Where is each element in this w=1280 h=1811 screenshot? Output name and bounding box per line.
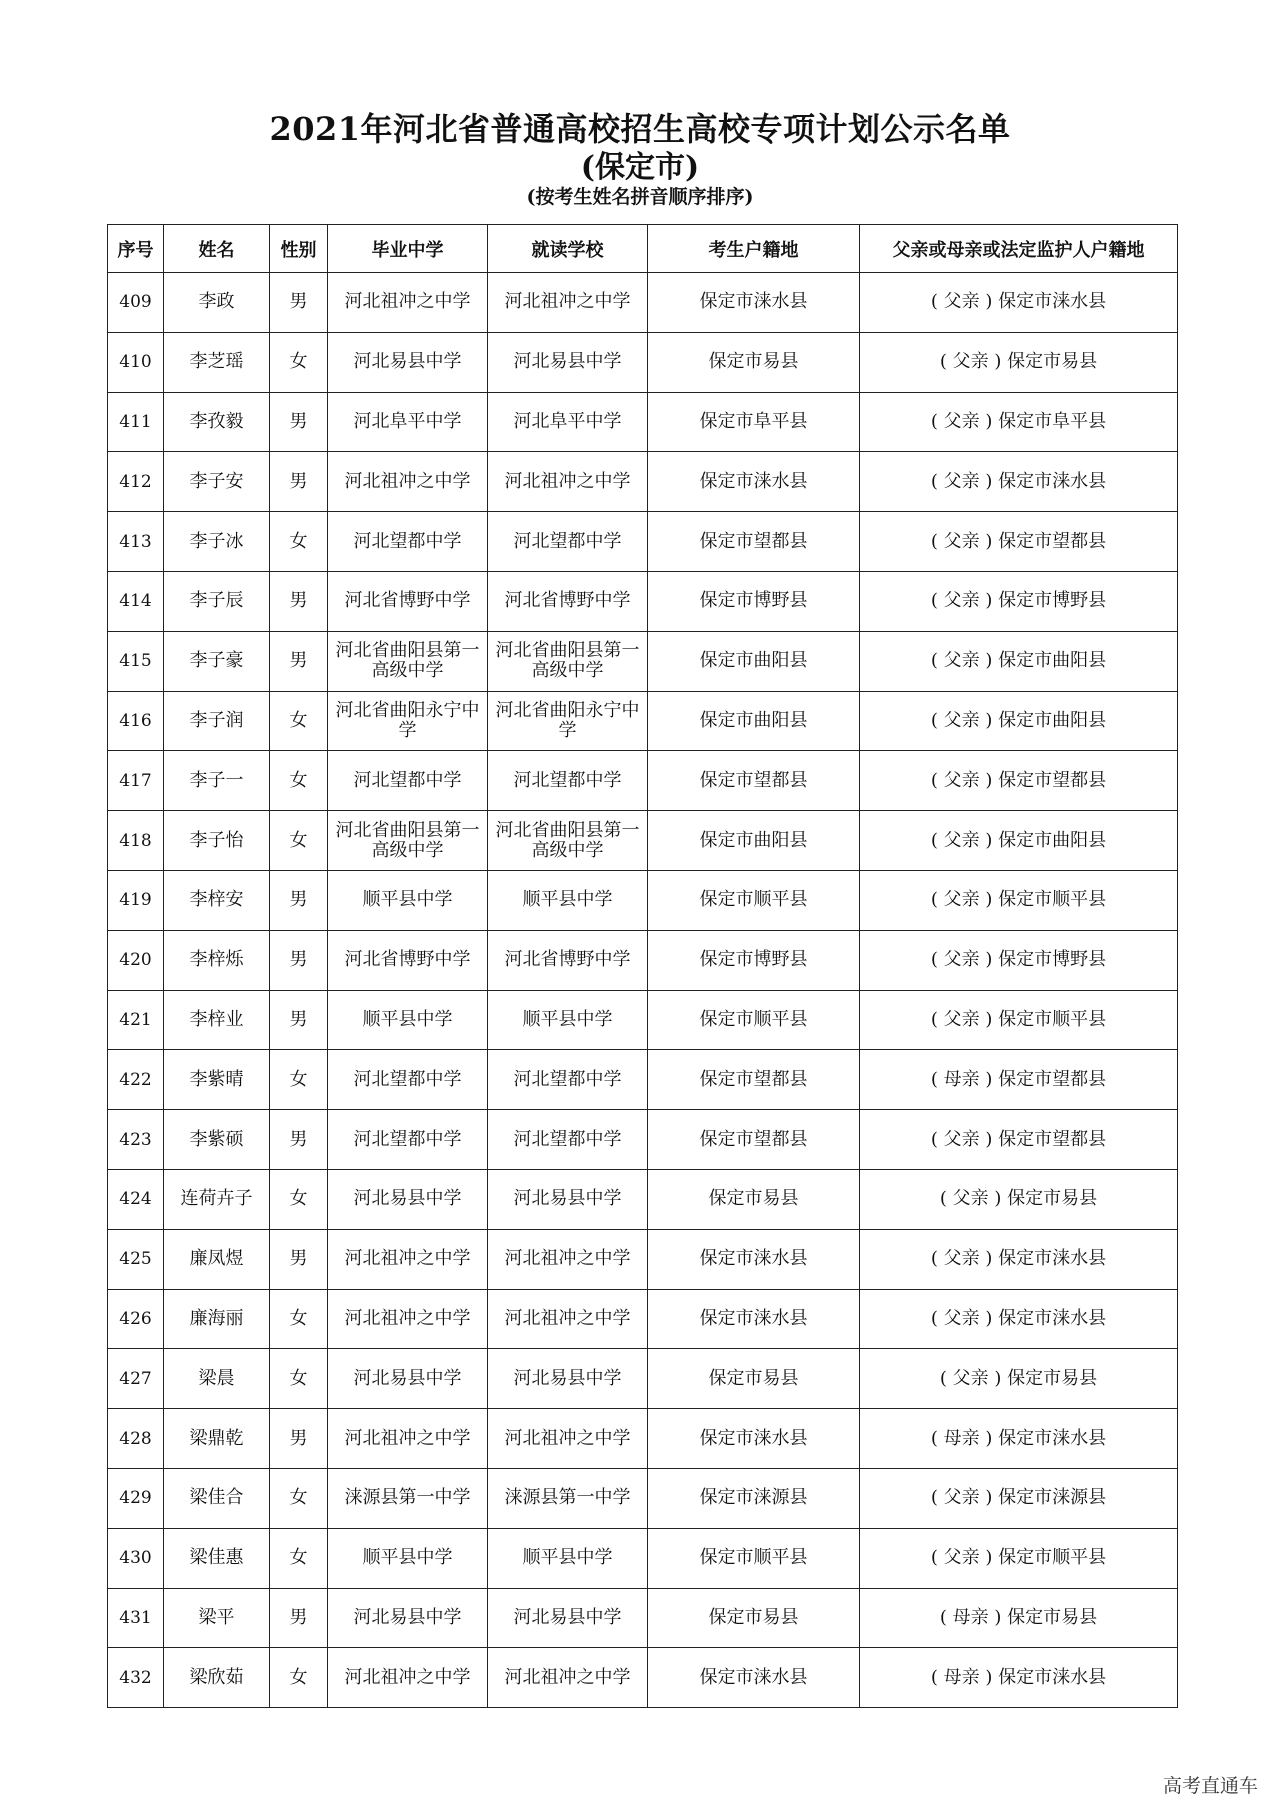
cell-gender: 女 <box>270 332 328 392</box>
table-row <box>108 571 1178 631</box>
cell-graduated-school: 河北省曲阳县第一高级中学 <box>328 811 488 871</box>
table-row <box>108 990 1178 1050</box>
cell-guardian-hukou: ( 父亲 ) 保定市阜平县 <box>860 392 1178 452</box>
cell-guardian-hukou: ( 母亲 ) 保定市望都县 <box>860 1050 1178 1110</box>
table-row <box>108 1349 1178 1409</box>
cell-index: 414 <box>108 571 164 631</box>
cell-guardian-hukou: ( 父亲 ) 保定市易县 <box>860 332 1178 392</box>
cell-name: 梁佳合 <box>164 1468 270 1528</box>
cell-guardian-hukou: ( 父亲 ) 保定市顺平县 <box>860 870 1178 930</box>
table-row <box>108 1289 1178 1349</box>
cell-name: 李子怡 <box>164 811 270 871</box>
cell-name: 李梓烁 <box>164 930 270 990</box>
cell-index: 410 <box>108 332 164 392</box>
cell-graduated-school: 涞源县第一中学 <box>328 1468 488 1528</box>
cell-student-hukou: 保定市阜平县 <box>648 392 860 452</box>
cell-current-school: 河北阜平中学 <box>488 392 648 452</box>
cell-name: 梁欣茹 <box>164 1648 270 1708</box>
cell-guardian-hukou: ( 父亲 ) 保定市望都县 <box>860 512 1178 572</box>
cell-student-hukou: 保定市涞水县 <box>648 273 860 333</box>
cell-current-school: 河北易县中学 <box>488 1588 648 1648</box>
cell-guardian-hukou: ( 父亲 ) 保定市易县 <box>860 1349 1178 1409</box>
cell-current-school: 河北祖冲之中学 <box>488 1289 648 1349</box>
table-body <box>108 273 1178 1708</box>
cell-graduated-school: 河北易县中学 <box>328 1588 488 1648</box>
table-row <box>108 1528 1178 1588</box>
cell-gender: 男 <box>270 930 328 990</box>
table-row <box>108 751 1178 811</box>
cell-graduated-school: 河北祖冲之中学 <box>328 452 488 512</box>
cell-student-hukou: 保定市顺平县 <box>648 990 860 1050</box>
cell-current-school: 河北望都中学 <box>488 512 648 572</box>
cell-current-school: 河北祖冲之中学 <box>488 1229 648 1289</box>
cell-graduated-school: 河北省曲阳县第一高级中学 <box>328 631 488 691</box>
cell-current-school: 河北易县中学 <box>488 1349 648 1409</box>
cell-name: 李孜毅 <box>164 392 270 452</box>
document-subtitle: (保定市) <box>580 150 700 185</box>
cell-student-hukou: 保定市博野县 <box>648 571 860 631</box>
cell-student-hukou: 保定市涞水县 <box>648 1409 860 1469</box>
cell-current-school: 河北祖冲之中学 <box>488 273 648 333</box>
cell-index: 420 <box>108 930 164 990</box>
cell-student-hukou: 保定市涞水县 <box>648 452 860 512</box>
cell-student-hukou: 保定市顺平县 <box>648 870 860 930</box>
cell-graduated-school: 河北祖冲之中学 <box>328 1648 488 1708</box>
cell-index: 413 <box>108 512 164 572</box>
table-row <box>108 1648 1178 1708</box>
cell-guardian-hukou: ( 父亲 ) 保定市曲阳县 <box>860 691 1178 751</box>
cell-index: 423 <box>108 1110 164 1170</box>
header-name: 姓名 <box>164 225 270 273</box>
cell-current-school: 河北望都中学 <box>488 751 648 811</box>
cell-student-hukou: 保定市易县 <box>648 1169 860 1229</box>
cell-graduated-school: 河北望都中学 <box>328 751 488 811</box>
cell-gender: 女 <box>270 811 328 871</box>
cell-gender: 男 <box>270 1409 328 1469</box>
cell-gender: 女 <box>270 1528 328 1588</box>
cell-student-hukou: 保定市曲阳县 <box>648 811 860 871</box>
cell-name: 梁佳惠 <box>164 1528 270 1588</box>
table-row <box>108 512 1178 572</box>
cell-graduated-school: 顺平县中学 <box>328 1528 488 1588</box>
cell-student-hukou: 保定市易县 <box>648 1349 860 1409</box>
cell-gender: 女 <box>270 751 328 811</box>
cell-name: 李紫晴 <box>164 1050 270 1110</box>
cell-name: 廉海丽 <box>164 1289 270 1349</box>
cell-graduated-school: 河北祖冲之中学 <box>328 273 488 333</box>
cell-graduated-school: 顺平县中学 <box>328 990 488 1050</box>
cell-student-hukou: 保定市涞水县 <box>648 1289 860 1349</box>
cell-student-hukou: 保定市顺平县 <box>648 1528 860 1588</box>
cell-index: 421 <box>108 990 164 1050</box>
sort-note: (按考生姓名拼音顺序排序) <box>526 186 754 208</box>
cell-name: 李子辰 <box>164 571 270 631</box>
table-row <box>108 1050 1178 1110</box>
cell-guardian-hukou: ( 父亲 ) 保定市涞水县 <box>860 1289 1178 1349</box>
header-student-hukou: 考生户籍地 <box>648 225 860 273</box>
cell-graduated-school: 河北祖冲之中学 <box>328 1289 488 1349</box>
cell-name: 李梓安 <box>164 870 270 930</box>
cell-graduated-school: 河北望都中学 <box>328 1050 488 1110</box>
table-row <box>108 273 1178 333</box>
table-row <box>108 930 1178 990</box>
cell-gender: 男 <box>270 1229 328 1289</box>
cell-gender: 男 <box>270 392 328 452</box>
cell-guardian-hukou: ( 父亲 ) 保定市易县 <box>860 1169 1178 1229</box>
cell-graduated-school: 河北易县中学 <box>328 1349 488 1409</box>
table-row <box>108 631 1178 691</box>
cell-gender: 女 <box>270 1050 328 1110</box>
table-row <box>108 870 1178 930</box>
table-row <box>108 1588 1178 1648</box>
table-row <box>108 332 1178 392</box>
cell-student-hukou: 保定市易县 <box>648 1588 860 1648</box>
cell-name: 李子一 <box>164 751 270 811</box>
cell-gender: 男 <box>270 631 328 691</box>
cell-student-hukou: 保定市望都县 <box>648 1050 860 1110</box>
cell-name: 李芝瑶 <box>164 332 270 392</box>
header-guardian-hukou: 父亲或母亲或法定监护人户籍地 <box>860 225 1178 273</box>
cell-student-hukou: 保定市涞源县 <box>648 1468 860 1528</box>
cell-index: 411 <box>108 392 164 452</box>
cell-name: 梁鼎乾 <box>164 1409 270 1469</box>
cell-gender: 女 <box>270 1468 328 1528</box>
cell-index: 424 <box>108 1169 164 1229</box>
cell-guardian-hukou: ( 父亲 ) 保定市顺平县 <box>860 1528 1178 1588</box>
cell-student-hukou: 保定市曲阳县 <box>648 631 860 691</box>
cell-gender: 男 <box>270 1110 328 1170</box>
cell-graduated-school: 河北省博野中学 <box>328 571 488 631</box>
cell-index: 417 <box>108 751 164 811</box>
cell-guardian-hukou: ( 父亲 ) 保定市博野县 <box>860 930 1178 990</box>
cell-gender: 男 <box>270 990 328 1050</box>
cell-index: 427 <box>108 1349 164 1409</box>
cell-graduated-school: 河北祖冲之中学 <box>328 1229 488 1289</box>
cell-name: 李子冰 <box>164 512 270 572</box>
cell-current-school: 河北祖冲之中学 <box>488 1409 648 1469</box>
header-gender: 性别 <box>270 225 328 273</box>
cell-current-school: 河北望都中学 <box>488 1110 648 1170</box>
header-current-school: 就读学校 <box>488 225 648 273</box>
cell-student-hukou: 保定市涞水县 <box>648 1648 860 1708</box>
cell-graduated-school: 河北阜平中学 <box>328 392 488 452</box>
cell-graduated-school: 河北祖冲之中学 <box>328 1409 488 1469</box>
cell-gender: 男 <box>270 273 328 333</box>
cell-graduated-school: 河北易县中学 <box>328 1169 488 1229</box>
cell-gender: 女 <box>270 1169 328 1229</box>
cell-graduated-school: 河北望都中学 <box>328 512 488 572</box>
cell-guardian-hukou: ( 母亲 ) 保定市涞水县 <box>860 1409 1178 1469</box>
cell-guardian-hukou: ( 父亲 ) 保定市涞源县 <box>860 1468 1178 1528</box>
cell-index: 426 <box>108 1289 164 1349</box>
cell-guardian-hukou: ( 父亲 ) 保定市顺平县 <box>860 990 1178 1050</box>
header-index: 序号 <box>108 225 164 273</box>
cell-gender: 女 <box>270 512 328 572</box>
cell-current-school: 顺平县中学 <box>488 870 648 930</box>
cell-student-hukou: 保定市望都县 <box>648 1110 860 1170</box>
cell-current-school: 河北祖冲之中学 <box>488 1648 648 1708</box>
table-row <box>108 811 1178 871</box>
cell-guardian-hukou: ( 母亲 ) 保定市易县 <box>860 1588 1178 1648</box>
cell-graduated-school: 河北望都中学 <box>328 1110 488 1170</box>
table-row <box>108 1409 1178 1469</box>
table-row <box>108 1110 1178 1170</box>
cell-guardian-hukou: ( 父亲 ) 保定市涞水县 <box>860 273 1178 333</box>
cell-current-school: 河北祖冲之中学 <box>488 452 648 512</box>
cell-current-school: 河北易县中学 <box>488 1169 648 1229</box>
cell-index: 416 <box>108 691 164 751</box>
cell-name: 梁平 <box>164 1588 270 1648</box>
cell-name: 李政 <box>164 273 270 333</box>
cell-current-school: 涞源县第一中学 <box>488 1468 648 1528</box>
roster-table <box>107 224 1178 1708</box>
cell-name: 廉凤煜 <box>164 1229 270 1289</box>
cell-student-hukou: 保定市望都县 <box>648 512 860 572</box>
watermark-text: 高考直通车 <box>1162 1775 1258 1797</box>
cell-index: 430 <box>108 1528 164 1588</box>
cell-guardian-hukou: ( 父亲 ) 保定市曲阳县 <box>860 811 1178 871</box>
cell-graduated-school: 顺平县中学 <box>328 870 488 930</box>
cell-current-school: 河北易县中学 <box>488 332 648 392</box>
cell-current-school: 顺平县中学 <box>488 990 648 1050</box>
cell-guardian-hukou: ( 母亲 ) 保定市涞水县 <box>860 1648 1178 1708</box>
cell-student-hukou: 保定市博野县 <box>648 930 860 990</box>
cell-gender: 男 <box>270 571 328 631</box>
cell-gender: 女 <box>270 691 328 751</box>
cell-gender: 女 <box>270 1648 328 1708</box>
table-row <box>108 1468 1178 1528</box>
cell-name: 李子润 <box>164 691 270 751</box>
cell-guardian-hukou: ( 父亲 ) 保定市涞水县 <box>860 1229 1178 1289</box>
table-header-row <box>108 225 1178 273</box>
cell-gender: 男 <box>270 452 328 512</box>
cell-name: 连荷卉子 <box>164 1169 270 1229</box>
cell-index: 432 <box>108 1648 164 1708</box>
cell-graduated-school: 河北省博野中学 <box>328 930 488 990</box>
cell-guardian-hukou: ( 父亲 ) 保定市涞水县 <box>860 452 1178 512</box>
cell-gender: 男 <box>270 1588 328 1648</box>
cell-index: 415 <box>108 631 164 691</box>
cell-name: 李紫硕 <box>164 1110 270 1170</box>
table-row <box>108 1169 1178 1229</box>
cell-index: 409 <box>108 273 164 333</box>
table-row <box>108 392 1178 452</box>
cell-student-hukou: 保定市曲阳县 <box>648 691 860 751</box>
cell-current-school: 河北省博野中学 <box>488 930 648 990</box>
table-row <box>108 691 1178 751</box>
table-row <box>108 452 1178 512</box>
cell-student-hukou: 保定市望都县 <box>648 751 860 811</box>
cell-guardian-hukou: ( 父亲 ) 保定市望都县 <box>860 1110 1178 1170</box>
cell-index: 428 <box>108 1409 164 1469</box>
cell-student-hukou: 保定市涞水县 <box>648 1229 860 1289</box>
cell-name: 李子豪 <box>164 631 270 691</box>
cell-name: 梁晨 <box>164 1349 270 1409</box>
cell-guardian-hukou: ( 父亲 ) 保定市曲阳县 <box>860 631 1178 691</box>
cell-index: 431 <box>108 1588 164 1648</box>
table-row <box>108 1229 1178 1289</box>
cell-current-school: 河北省博野中学 <box>488 571 648 631</box>
cell-guardian-hukou: ( 父亲 ) 保定市望都县 <box>860 751 1178 811</box>
cell-name: 李子安 <box>164 452 270 512</box>
document-title: 2021年河北省普通高校招生高校专项计划公示名单 <box>269 110 1011 148</box>
header-graduated-school: 毕业中学 <box>328 225 488 273</box>
cell-guardian-hukou: ( 父亲 ) 保定市博野县 <box>860 571 1178 631</box>
cell-gender: 女 <box>270 1289 328 1349</box>
cell-current-school: 河北省曲阳县第一高级中学 <box>488 631 648 691</box>
cell-graduated-school: 河北省曲阳永宁中学 <box>328 691 488 751</box>
cell-index: 418 <box>108 811 164 871</box>
cell-index: 412 <box>108 452 164 512</box>
cell-current-school: 河北省曲阳县第一高级中学 <box>488 811 648 871</box>
cell-graduated-school: 河北易县中学 <box>328 332 488 392</box>
cell-gender: 男 <box>270 870 328 930</box>
cell-student-hukou: 保定市易县 <box>648 332 860 392</box>
cell-index: 425 <box>108 1229 164 1289</box>
cell-index: 419 <box>108 870 164 930</box>
cell-gender: 女 <box>270 1349 328 1409</box>
cell-current-school: 河北望都中学 <box>488 1050 648 1110</box>
cell-name: 李梓业 <box>164 990 270 1050</box>
cell-index: 429 <box>108 1468 164 1528</box>
cell-current-school: 河北省曲阳永宁中学 <box>488 691 648 751</box>
cell-index: 422 <box>108 1050 164 1110</box>
cell-current-school: 顺平县中学 <box>488 1528 648 1588</box>
